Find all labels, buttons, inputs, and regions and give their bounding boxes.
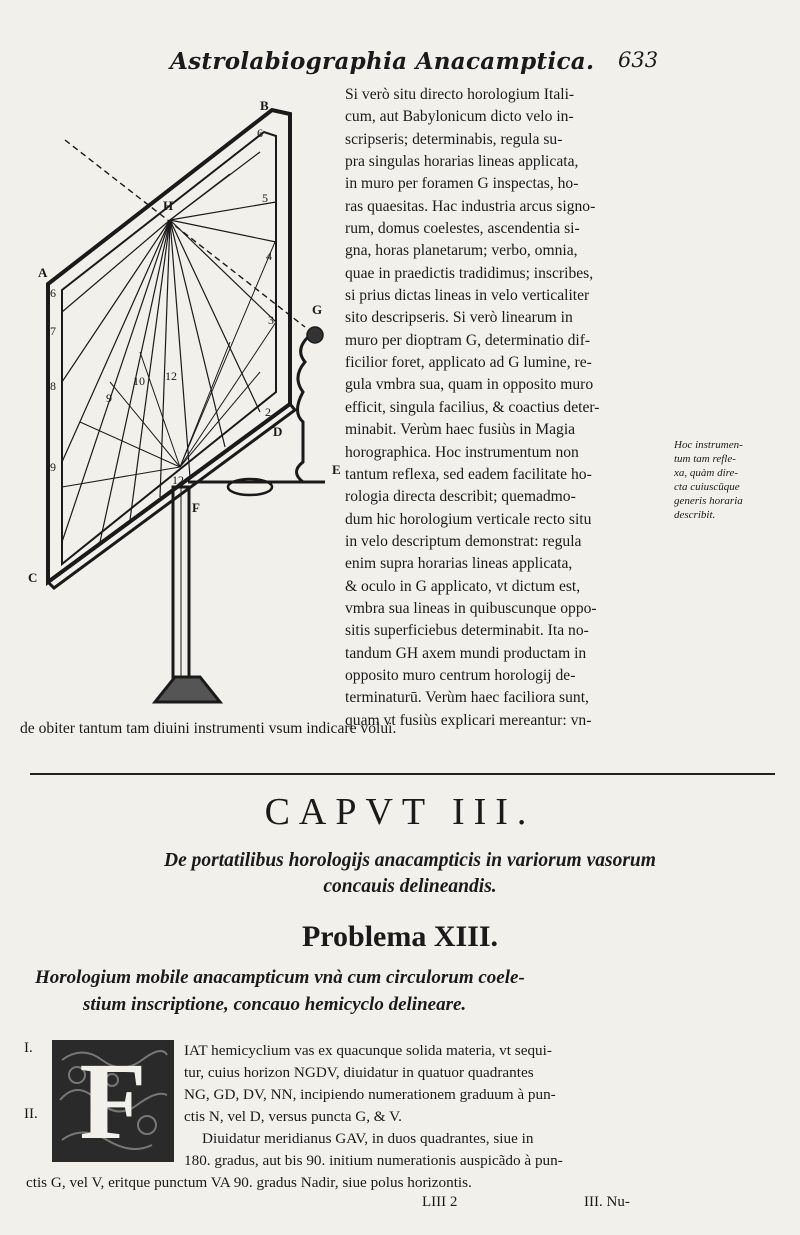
- section-marker-2: II.: [24, 1106, 38, 1122]
- text-line: quam vt fusiùs explicari mereantur: vn-: [345, 711, 592, 729]
- svg-text:A: A: [38, 265, 48, 280]
- svg-text:H: H: [163, 198, 174, 213]
- svg-text:2: 2: [265, 405, 271, 419]
- text-line: ficilior foret, applicato ad G lumine, re-: [345, 354, 592, 372]
- text-line: muro per dioptram G, determinatio dif-: [345, 331, 591, 349]
- text-line: opposito muro centrum horologij de-: [345, 666, 576, 684]
- text-line: sito descripseris. Si verò linearum in: [345, 309, 573, 327]
- figure-letters: [28, 98, 341, 585]
- text-line: enim supra horarias lineas applicata,: [345, 555, 573, 573]
- svg-text:4: 4: [266, 249, 272, 263]
- catchword: III. Nu-: [584, 1194, 630, 1210]
- svg-text:D: D: [273, 424, 283, 439]
- section-rule: [30, 773, 775, 775]
- text-line: horographica. Hoc instrumentum non: [345, 443, 579, 461]
- problem-heading: Problema XIII.: [301, 920, 499, 953]
- svg-text:G: G: [312, 302, 323, 317]
- text-line: & oculo in G applicato, vt dictum est,: [345, 577, 581, 595]
- text-line: si prius dictas lineas in velo verticaliter: [345, 287, 590, 305]
- svg-text:F: F: [192, 500, 200, 515]
- eyepiece-post: [297, 337, 309, 482]
- text-line: scripseris; determinabis, regula su-: [345, 130, 563, 148]
- text-line: Si verò situ directo horologium Itali-: [345, 86, 575, 103]
- text-line: vmbra sua lineas in quibuscunque oppo-: [345, 599, 597, 617]
- svg-text:C: C: [28, 570, 38, 585]
- stand-base: [155, 677, 220, 702]
- svg-text:E: E: [332, 462, 341, 477]
- sundial-figure: [20, 92, 360, 712]
- svg-text:3: 3: [268, 313, 274, 327]
- problem-title: Horologium mobile anacampticum vnà cum circulorum coele- stium inscriptione, concauo hemicyclo delineare.: [35, 967, 525, 1015]
- problem-paragraph-2: Diuidatur meridianus GAV, in duos quadrantes, siue in 180. gradus, aut bis 90. initium numerationis auspicãdo à pun- ctis G, vel V, eritque punctum VA 90. gradus Nadir, siue polus horizontis.: [26, 1130, 563, 1191]
- text-line: tantum reflexa, sed eadem facilitate ho-: [345, 465, 592, 483]
- svg-text:9: 9: [106, 391, 112, 405]
- problem-paragraph-1: IAT hemicyclium vas ex quacunque solida materia, vt sequi- tur, cuius horizon NGDV, diuidatur in quatuor quadrantes NG, GD, DV, NN, incipiendo numerationem graduum à pun- ctis N, vel D, versus puncta G, & V.: [184, 1042, 556, 1125]
- section-marker-1: I.: [24, 1040, 33, 1056]
- text-line: gna, horas planetarum; verbo, omnia,: [345, 242, 578, 260]
- text-line: in muro per foramen G inspectas, ho-: [345, 175, 579, 193]
- svg-text:12: 12: [172, 473, 184, 487]
- svg-text:10: 10: [133, 374, 145, 388]
- inner-frame: [62, 132, 276, 564]
- text-line: pra singulas horarias lineas applicata,: [345, 153, 579, 171]
- text-line: gula vmbra sua, quam in opposito muro: [345, 376, 594, 394]
- text-line: in velo descriptum demonstrat: regula: [345, 532, 582, 550]
- text-line: minabit. Verùm haec fusiùs in Magia: [345, 421, 576, 439]
- text-line: rum, domus coelestes, ascendentia si-: [345, 220, 580, 238]
- svg-text:12: 12: [165, 369, 177, 383]
- radial-lines: [62, 242, 276, 487]
- margin-note: Hoc instrumen- tum tam refle- xa, quàm dire- cta cuiuscūque generis horaria describit.: [674, 439, 743, 521]
- outer-frame: [48, 110, 290, 582]
- decorated-initial: [52, 1040, 174, 1162]
- text-line: tandum GH axem mundi productam in: [345, 644, 587, 662]
- svg-text:6: 6: [50, 286, 56, 300]
- svg-text:B: B: [260, 98, 269, 113]
- text-line: cum, aut Babylonicum dicto velo in-: [345, 108, 574, 126]
- eyepiece: [307, 327, 323, 343]
- chapter-subtitle: De portatilibus horologijs anacampticis in variorum vasorum concauis delineandis.: [164, 850, 656, 897]
- text-line: quae in praedictis tradidimus; inscribes,: [345, 264, 594, 282]
- sight-line: [65, 140, 305, 327]
- text-line: rologia directa describit; quemadmo-: [345, 488, 576, 506]
- text-line: ras quaesitas. Hac industria arcus signo-: [345, 197, 596, 215]
- running-title: Astrolabiographia Anacamptica.: [170, 48, 595, 75]
- dropcap-letter: F: [79, 1040, 147, 1162]
- svg-text:9: 9: [50, 460, 56, 474]
- text-line: efficit, singula facilius, & coactius deter-: [345, 398, 600, 416]
- text-line: terminaturū. Verùm haec faciliora sunt,: [345, 689, 589, 707]
- page-number: 633: [618, 48, 659, 72]
- text-line: sitis superficiebus determinabit. Ita no-: [345, 622, 589, 640]
- signature-mark: LIII 2: [422, 1194, 458, 1210]
- svg-text:5: 5: [262, 191, 268, 205]
- text-line: dum hic horologium verticale recto situ: [345, 510, 592, 528]
- svg-text:8: 8: [50, 379, 56, 393]
- svg-text:7: 7: [50, 324, 56, 338]
- text-line-full-width: de obiter tantum tam diuini instrumenti vsum indicare volui.: [20, 720, 397, 737]
- chapter-heading: CAPVT III.: [264, 791, 536, 833]
- main-text-column: [345, 84, 665, 732]
- svg-text:6: 6: [257, 126, 263, 140]
